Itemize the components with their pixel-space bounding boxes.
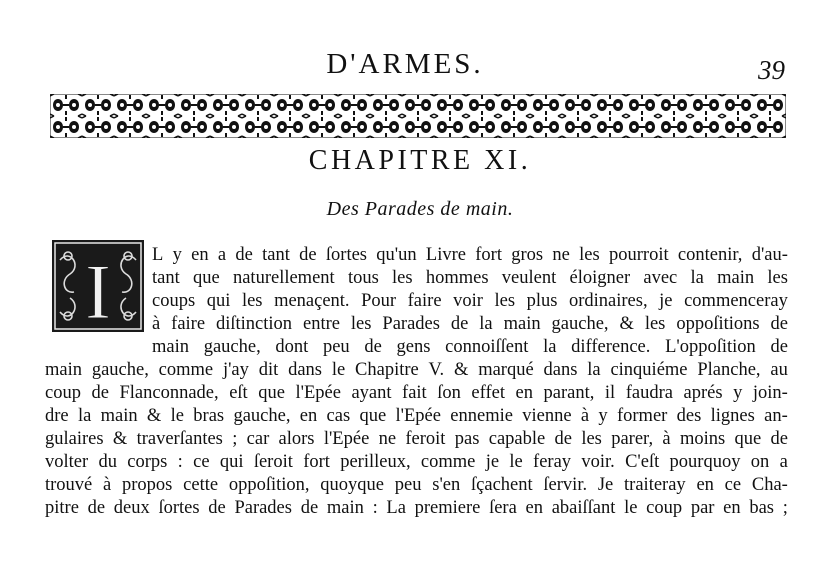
word: ſortes bbox=[158, 498, 200, 518]
word: du bbox=[98, 452, 117, 472]
word: main bbox=[152, 337, 189, 357]
word: faire bbox=[407, 291, 442, 311]
body-line bbox=[45, 499, 788, 518]
word: y bbox=[733, 383, 743, 403]
word: la bbox=[690, 268, 704, 288]
word: par bbox=[690, 498, 715, 518]
word: gulaires bbox=[45, 429, 104, 449]
word: traiteray bbox=[624, 475, 686, 495]
word: & bbox=[146, 406, 162, 426]
word: corps bbox=[127, 452, 168, 472]
word: Parades bbox=[382, 314, 440, 334]
word: a bbox=[217, 245, 227, 265]
word: lignes bbox=[710, 406, 755, 426]
word: à bbox=[152, 314, 161, 334]
word: L bbox=[152, 245, 164, 265]
word: & bbox=[112, 429, 128, 449]
word: qui bbox=[219, 452, 244, 472]
body-line bbox=[45, 453, 788, 472]
word: faudra bbox=[625, 383, 673, 403]
word: comme bbox=[420, 452, 476, 472]
word: parer, bbox=[611, 429, 654, 449]
word: main bbox=[100, 406, 138, 426]
word: en bbox=[525, 498, 543, 518]
word: main bbox=[326, 498, 364, 518]
word: Planche, bbox=[697, 360, 761, 380]
word: d'au- bbox=[751, 245, 788, 265]
body-line bbox=[152, 246, 788, 265]
word: pourquoy bbox=[669, 452, 741, 472]
body-line bbox=[152, 315, 788, 334]
word: il bbox=[604, 383, 616, 403]
word: oppoſition, bbox=[228, 475, 310, 495]
word: de bbox=[299, 245, 317, 265]
body-line bbox=[152, 338, 788, 357]
word: quoyque bbox=[320, 475, 385, 495]
word: de bbox=[450, 314, 469, 334]
word: coup bbox=[45, 383, 81, 403]
word: voir. bbox=[581, 452, 615, 472]
word: ; bbox=[232, 429, 238, 449]
body-line bbox=[152, 269, 788, 288]
word: avec bbox=[643, 268, 678, 288]
word: trouvé bbox=[45, 475, 93, 495]
word: le bbox=[170, 406, 184, 426]
word: main bbox=[45, 360, 82, 380]
word: dre bbox=[45, 406, 69, 426]
word: vienne bbox=[522, 406, 572, 426]
word: commenceray bbox=[684, 291, 788, 311]
word: ce bbox=[193, 452, 210, 472]
word: de bbox=[770, 314, 788, 334]
word: ſon bbox=[437, 383, 461, 403]
word: les bbox=[767, 268, 788, 288]
word: ſçachent bbox=[471, 475, 533, 495]
word: main bbox=[717, 268, 755, 288]
word: en bbox=[696, 475, 714, 495]
word: de bbox=[554, 429, 573, 449]
word: gauche, bbox=[203, 337, 261, 357]
word: la bbox=[77, 406, 92, 426]
word: que bbox=[193, 268, 220, 288]
word: feroit bbox=[405, 429, 446, 449]
word: pourroit bbox=[609, 245, 669, 265]
word: connoiſſent bbox=[445, 337, 529, 357]
word: au bbox=[770, 360, 788, 380]
word: join- bbox=[752, 383, 788, 403]
word: en bbox=[299, 406, 318, 426]
body-line bbox=[45, 384, 788, 403]
word: les bbox=[392, 268, 413, 288]
word: éloigner bbox=[569, 268, 631, 288]
word: de bbox=[208, 498, 226, 518]
word: ſeroit bbox=[253, 452, 293, 472]
word: les bbox=[644, 314, 666, 334]
word: an- bbox=[764, 406, 788, 426]
word: menaçent. bbox=[274, 291, 350, 311]
word: ; bbox=[782, 498, 788, 518]
word: Cha- bbox=[751, 475, 788, 495]
word: comme bbox=[158, 360, 214, 380]
word: dans bbox=[543, 360, 578, 380]
page-number: 39 bbox=[758, 55, 785, 85]
word: de bbox=[300, 498, 319, 518]
word: qui bbox=[206, 291, 231, 311]
body-line bbox=[45, 476, 788, 495]
word: C'eſt bbox=[625, 452, 660, 472]
word: à bbox=[580, 406, 590, 426]
word: en bbox=[515, 383, 533, 403]
word: de bbox=[91, 383, 109, 403]
word: coups bbox=[152, 291, 196, 311]
word: de bbox=[364, 337, 382, 357]
word: dans bbox=[288, 360, 322, 380]
word: cinquiéme bbox=[610, 360, 688, 380]
word: moins bbox=[679, 429, 726, 449]
word: traverſantes bbox=[136, 429, 223, 449]
word: pas bbox=[454, 429, 480, 449]
word: a bbox=[779, 452, 788, 472]
word: les bbox=[581, 429, 602, 449]
word: oppoſitions bbox=[676, 314, 760, 334]
word: à bbox=[103, 475, 112, 495]
word: bras bbox=[193, 406, 225, 426]
word: fort bbox=[303, 452, 330, 472]
word: ayant bbox=[351, 383, 392, 403]
word: former bbox=[616, 406, 668, 426]
word: cette bbox=[183, 475, 219, 495]
word: difference. bbox=[571, 337, 651, 357]
word: perilleux, bbox=[340, 452, 411, 472]
running-head: D'ARMES. bbox=[326, 48, 484, 80]
word: le bbox=[509, 452, 523, 472]
word: La bbox=[386, 498, 406, 518]
word: peu bbox=[322, 337, 350, 357]
word: le bbox=[331, 360, 346, 380]
word: le bbox=[624, 498, 638, 518]
word: les bbox=[494, 291, 516, 311]
word: ordinaires, bbox=[569, 291, 648, 311]
word: ennemie bbox=[450, 406, 513, 426]
word: Flanconnade, bbox=[119, 383, 219, 403]
word: propos bbox=[122, 475, 173, 495]
word: de bbox=[87, 498, 106, 518]
word: ſortes bbox=[325, 245, 368, 265]
ornament-band bbox=[50, 94, 786, 138]
word: y bbox=[172, 245, 182, 265]
word: gauche, bbox=[551, 314, 609, 334]
word: fort bbox=[475, 245, 502, 265]
word: on bbox=[750, 452, 770, 472]
word: ce bbox=[724, 475, 742, 495]
word: les bbox=[579, 245, 600, 265]
word: hommes bbox=[425, 268, 489, 288]
word: L'oppoſition bbox=[665, 337, 756, 357]
word: tous bbox=[347, 268, 379, 288]
word: je bbox=[485, 452, 500, 472]
word: l'Epée bbox=[295, 383, 341, 403]
word: l'Epée bbox=[395, 406, 441, 426]
word: Livre bbox=[425, 245, 466, 265]
word: de bbox=[770, 337, 788, 357]
word: car bbox=[246, 429, 270, 449]
word: & bbox=[453, 360, 469, 380]
word: que bbox=[734, 429, 762, 449]
word: Chapitre bbox=[355, 360, 419, 380]
word: en bbox=[191, 245, 209, 265]
word: de bbox=[235, 245, 253, 265]
word: volter bbox=[45, 452, 89, 472]
word: gauche, bbox=[91, 360, 149, 380]
word: coup bbox=[646, 498, 683, 518]
word: gros bbox=[511, 245, 544, 265]
drop-cap-letter: I bbox=[85, 248, 111, 332]
word: les bbox=[350, 314, 372, 334]
word: à bbox=[662, 429, 671, 449]
word: tant bbox=[152, 268, 180, 288]
word: dont bbox=[275, 337, 309, 357]
ornamental-drop-cap bbox=[52, 240, 144, 332]
word: ſera bbox=[489, 498, 517, 518]
word: ſervir. bbox=[543, 475, 588, 495]
word: bas bbox=[749, 498, 774, 518]
word: effet bbox=[471, 383, 505, 403]
word: la bbox=[543, 337, 557, 357]
word: abaiſſant bbox=[551, 498, 616, 518]
word: main bbox=[503, 314, 541, 334]
word: capable bbox=[488, 429, 546, 449]
word: s'en bbox=[432, 475, 461, 495]
word: veulent bbox=[501, 268, 557, 288]
word: V. bbox=[428, 360, 445, 380]
word: en bbox=[723, 498, 741, 518]
word: que bbox=[359, 406, 387, 426]
body-line bbox=[45, 430, 788, 449]
word: que bbox=[258, 383, 285, 403]
word: feray bbox=[533, 452, 572, 472]
word: premiere bbox=[414, 498, 481, 518]
word: : bbox=[177, 452, 183, 472]
word: Je bbox=[597, 475, 614, 495]
word: de bbox=[770, 429, 788, 449]
word: gens bbox=[396, 337, 431, 357]
word: les bbox=[241, 291, 263, 311]
word: des bbox=[676, 406, 702, 426]
word: alors bbox=[278, 429, 315, 449]
word: fait bbox=[402, 383, 427, 403]
word: ne bbox=[378, 429, 397, 449]
word: Pour bbox=[361, 291, 397, 311]
word: voir bbox=[453, 291, 483, 311]
word: aprés bbox=[683, 383, 723, 403]
word: & bbox=[619, 314, 634, 334]
word: parant, bbox=[543, 383, 595, 403]
word: faire bbox=[171, 314, 206, 334]
word: dit bbox=[258, 360, 279, 380]
word: naturellement bbox=[232, 268, 335, 288]
word: diſtinction bbox=[215, 314, 293, 334]
word: Parades bbox=[234, 498, 292, 518]
word: je bbox=[659, 291, 673, 311]
word: deux bbox=[113, 498, 150, 518]
body-line bbox=[45, 361, 788, 380]
word: eſt bbox=[229, 383, 248, 403]
word: cas bbox=[326, 406, 351, 426]
word: plus bbox=[526, 291, 558, 311]
word: ne bbox=[552, 245, 570, 265]
word: gauche, bbox=[233, 406, 291, 426]
word: peu bbox=[394, 475, 422, 495]
body-line bbox=[45, 407, 788, 426]
word: contenir, bbox=[677, 245, 743, 265]
word: j'ay bbox=[222, 360, 249, 380]
word: entre bbox=[302, 314, 340, 334]
chapter-title: CHAPITRE XI. bbox=[308, 145, 532, 176]
section-title: Des Parades de main. bbox=[326, 198, 514, 220]
word: pitre bbox=[45, 498, 79, 518]
word: la bbox=[479, 314, 493, 334]
word: marqué bbox=[478, 360, 534, 380]
word: qu'un bbox=[376, 245, 417, 265]
word: la bbox=[587, 360, 601, 380]
word: y bbox=[598, 406, 608, 426]
word: : bbox=[372, 498, 378, 518]
word: l'Epée bbox=[323, 429, 370, 449]
body-line bbox=[152, 292, 788, 311]
word: tant bbox=[262, 245, 290, 265]
